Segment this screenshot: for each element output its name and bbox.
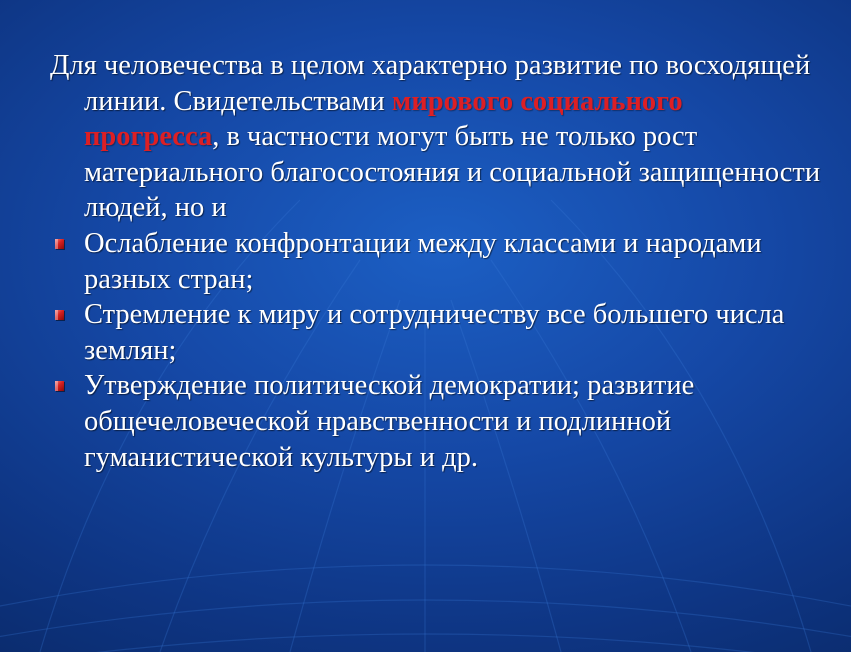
red-square-bullet-icon (55, 381, 64, 391)
bullet-text: Утверждение политической демократии; развитие общечеловеческой нравственности и подлинной гуманистической культуры и др. (84, 370, 695, 473)
bullet-text: Стремление к миру и сотрудничеству все большего числа землян; (84, 299, 785, 366)
slide-body (50, 48, 825, 475)
bullet-item (50, 226, 825, 297)
intro-text-after: , в частности могут быть не только рост материального благосостояния и социальной защищенности людей, но и (84, 121, 821, 224)
intro-text-before: Для человечества в целом характерно развитие по восходящей линии. Свидетельствами (50, 50, 811, 117)
red-square-bullet-icon (55, 239, 64, 249)
intro-paragraph (50, 48, 825, 226)
bullet-item (50, 297, 825, 368)
bullet-text: Ослабление конфронтации между классами и народами разных стран; (84, 227, 762, 295)
bullet-item (50, 368, 825, 475)
red-square-bullet-icon (55, 310, 64, 320)
intro-highlight: мирового социального прогресса (84, 85, 683, 153)
